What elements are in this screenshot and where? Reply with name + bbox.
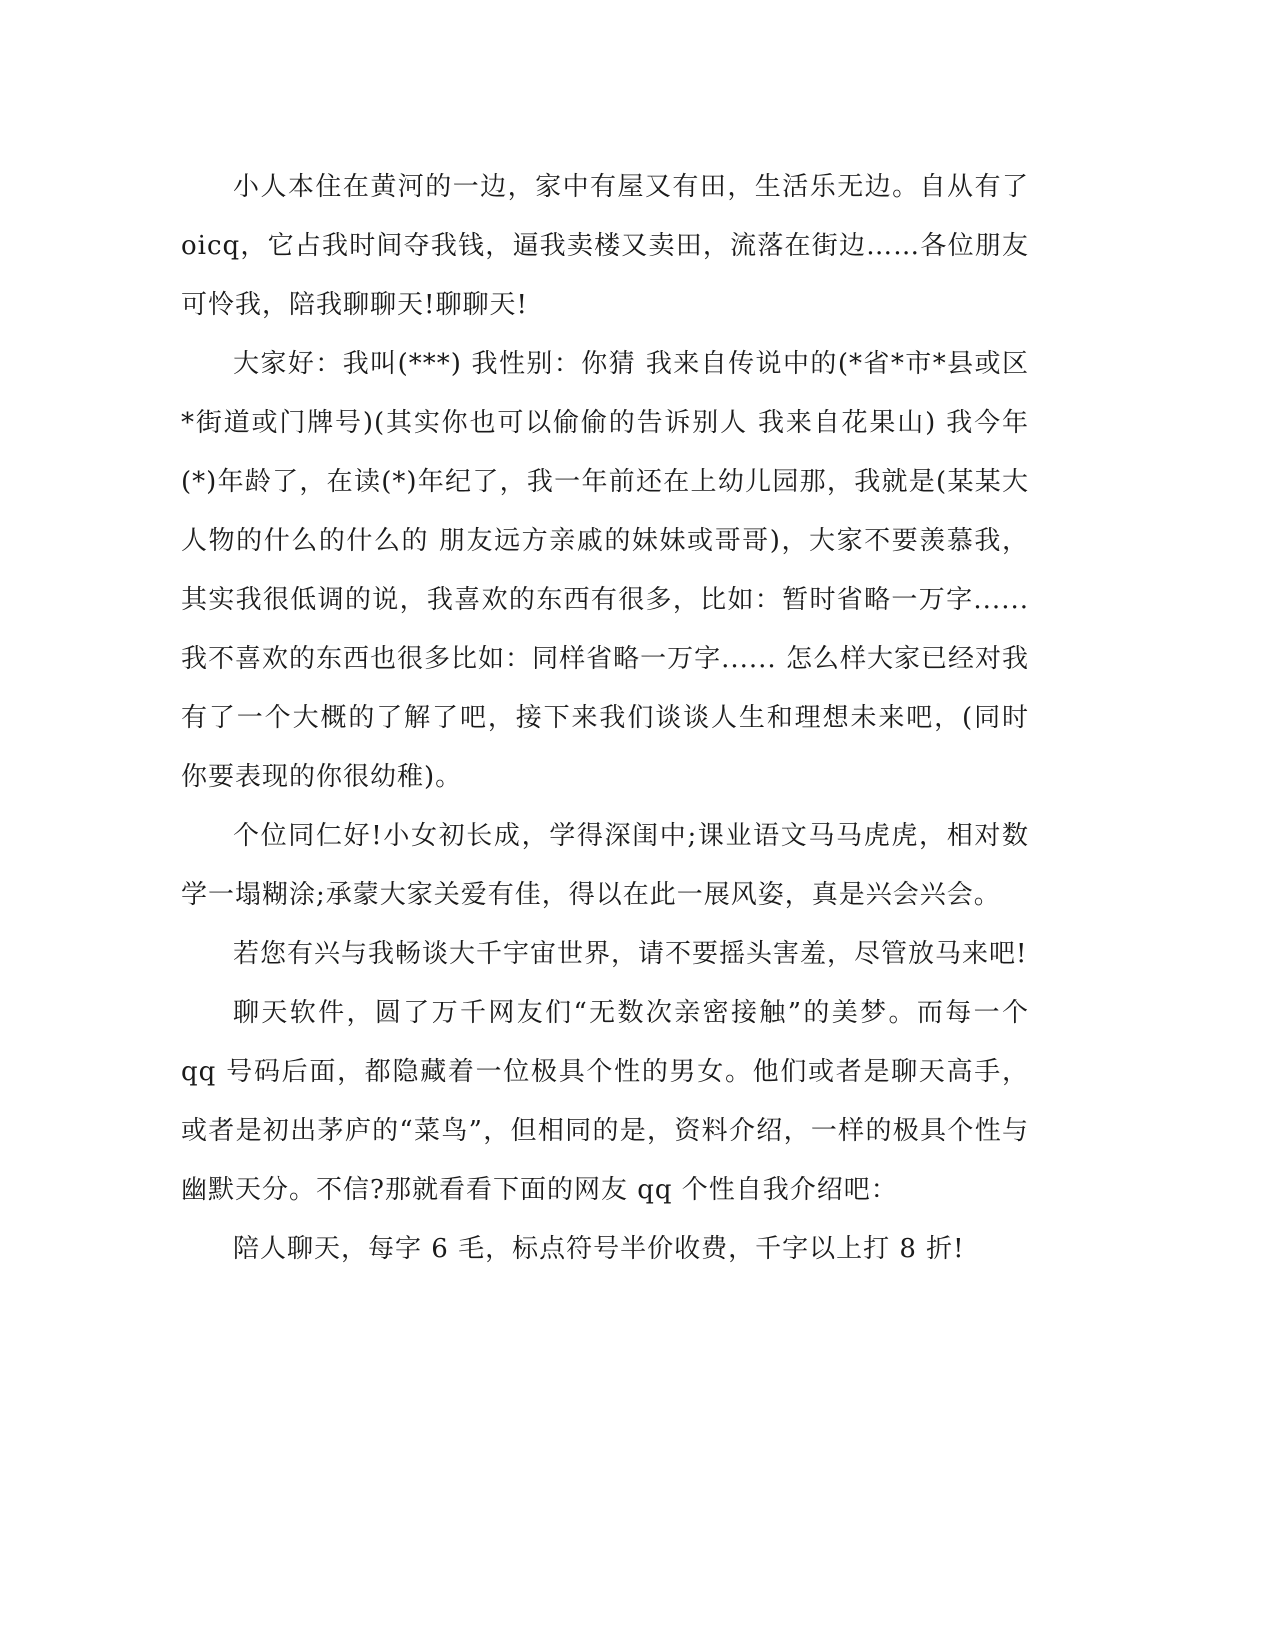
paragraph-2: 大家好：我叫(***) 我性别：你猜 我来自传说中的(*省*市*县或区*街道或门牌号)(其实你也可以偷偷的告诉别人 我来自花果山) 我今年(*)年龄了，在读(*)年纪了，我一年前还在上幼儿园那，我就是(某某大人物的什么的什么的 朋友远方亲戚的妹妹或哥哥)，大家不要羡慕我，其实我很低调的说，我喜欢的东西有很多，比如：暂时省略一万字......我不喜欢的东西也很多比如：同样省略一万字...... 怎么样大家已经对我有了一个大概的了解了吧，接下来我们谈谈人生和理想未来吧，(同时你要表现的你很幼稚)。 xyxy=(181,349,1029,792)
document-body xyxy=(181,158,1029,1279)
paragraph-6: 陪人聊天，每字 6 毛，标点符号半价收费，千字以上打 8 折! xyxy=(233,1234,965,1264)
paragraph-3: 个位同仁好!小女初长成，学得深闺中;课业语文马马虎虎，相对数学一塌糊涂;承蒙大家关爱有佳，得以在此一展风姿，真是兴会兴会。 xyxy=(181,821,1029,910)
paragraph-1: 小人本住在黄河的一边，家中有屋又有田，生活乐无边。自从有了 oicq，它占我时间夺我钱，逼我卖楼又卖田，流落在街边……各位朋友可怜我，陪我聊聊天!聊聊天! xyxy=(181,172,1029,320)
paragraph-4: 若您有兴与我畅谈大千宇宙世界，请不要摇头害羞，尽管放马来吧! xyxy=(233,939,1028,969)
paragraph-5: 聊天软件，圆了万千网友们“无数次亲密接触”的美梦。而每一个 qq 号码后面，都隐藏着一位极具个性的男女。他们或者是聊天高手，或者是初出茅庐的“菜鸟”，但相同的是，资料介绍，一样的极具个性与幽默天分。不信?那就看看下面的网友 qq 个性自我介绍吧： xyxy=(181,998,1029,1205)
